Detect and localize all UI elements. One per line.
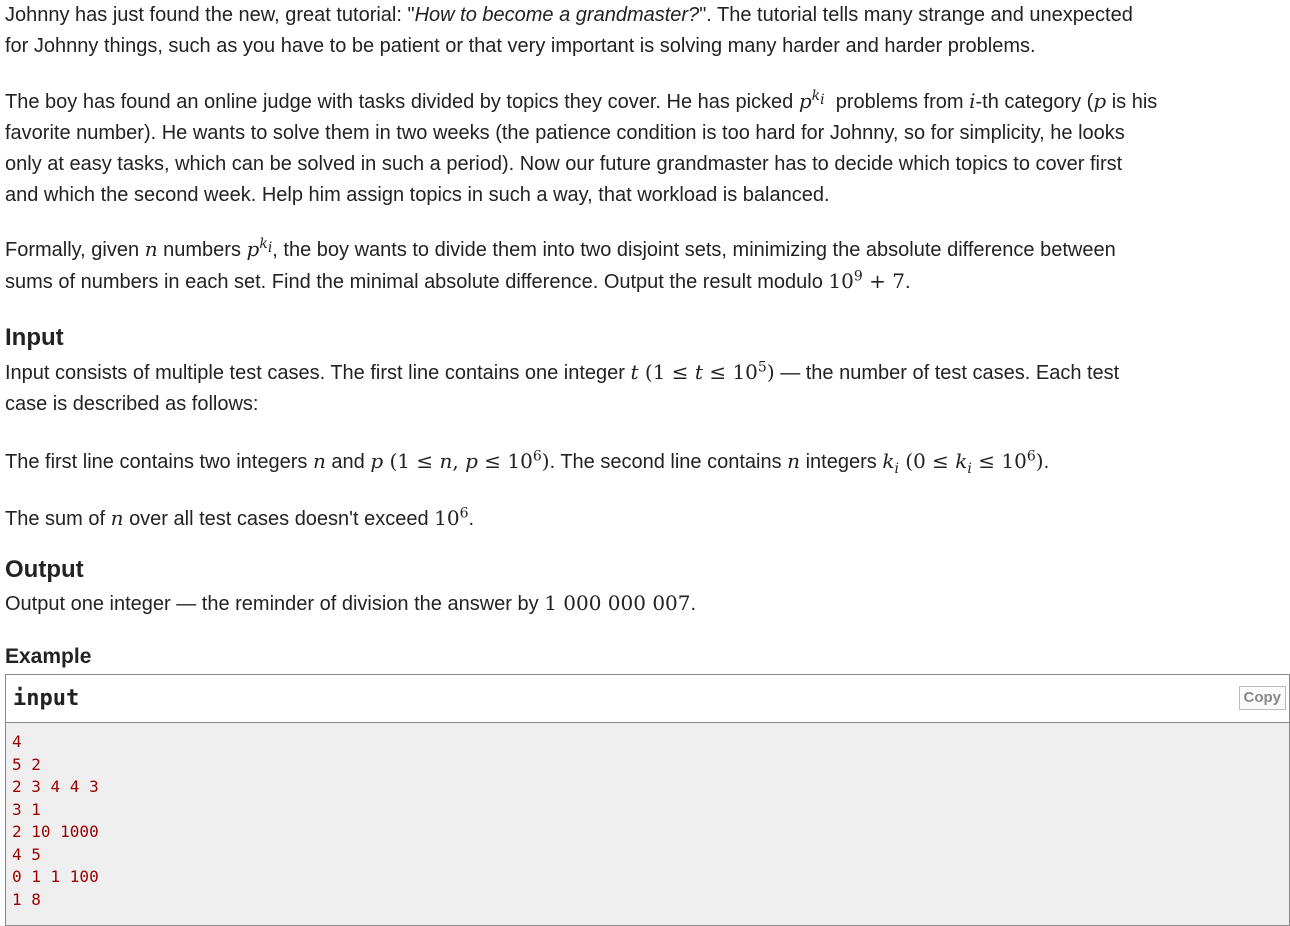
input-line: 2 10 1000 [12, 822, 99, 841]
formula-modulo: $10^9 + 7$ [828, 268, 905, 293]
example-input-header [6, 675, 1289, 723]
example-input-box [5, 674, 1290, 926]
input-line: 5 2 [12, 754, 41, 774]
formula-n: n [312, 449, 326, 473]
input-paragraph-1: Input consists of multiple test cases. The first line contains one integer t $(1 \le t \le 10^5)$ — the number of test cases. Each test case is described as follows: [5, 359, 1120, 415]
output-heading: Output [5, 556, 84, 583]
input-heading: Input [5, 324, 64, 351]
formula-n: n [110, 506, 124, 530]
tutorial-title: How to become a grandmaster? [414, 4, 700, 26]
copy-button[interactable]: Copy [1239, 686, 1287, 710]
input-line: 4 5 [12, 844, 41, 864]
input-line: 2 3 4 4 3 [12, 777, 99, 796]
input-line: 0 1 1 100 [12, 867, 99, 886]
formula-p: p [1093, 89, 1107, 113]
input-line: 4 [12, 732, 22, 751]
example-heading: Example [5, 645, 92, 668]
formula-modulus-value: 1 000 000 007 [544, 591, 691, 615]
formula-n: n [787, 449, 801, 473]
formula-p-k: $p^{k_i}$ [798, 88, 825, 113]
formula-n-p-range: p (1 ≤ n, $p \le 10^6$) [370, 448, 550, 473]
formula-p-k: $p^{k_i}$ [246, 236, 273, 261]
statement-paragraph-1: Johnny has just found the new, great tutorial: "How to become a grandmaster?". The tutorial tells many strange and unexpected for Johnny things, such as you have to be patient or that very important is solving many harder and harder problems. [5, 4, 1133, 57]
formula-k-range: $k_i$ $(0 \le k_i \le 10^6)$ [882, 448, 1044, 477]
example-input-lines [6, 723, 1289, 911]
input-line: 1 8 [12, 889, 41, 909]
formula-t-range: t $(1 \le t \le 10^5)$ [630, 359, 775, 384]
output-paragraph: Output one integer — the reminder of division the answer by 1 000 000 007. [5, 591, 697, 615]
formula-i: i [969, 89, 976, 113]
input-paragraph-3: The sum of n over all test cases doesn't exceed $10^6$. [5, 505, 475, 530]
input-line: 3 1 [12, 799, 41, 819]
formula-sum-limit: $10^6$ [434, 505, 469, 530]
statement-paragraph-3: Formally, given n numbers $p^{k_i}$, the boy wants to divide them into two disjoint sets, minimizing the absolute difference between sums of numbers in each set. Find the minimal absolute difference. Output the result modulo $10^9 + 7$. [5, 236, 1116, 293]
statement-paragraph-2: The boy has found an online judge with tasks divided by topics they cover. He has picked $p^{k_i}$ problems from i-th category (p is his favorite number). He wants to solve them in two weeks (the patience condition is too hard for Johnny, so for simplicity, he looks only at easy tasks, which can be solved in such a period). Now our future grandmaster has to decide which topics to cover first and which the second week. Help him assign topics in such a way, that workload is balanced. [5, 88, 1158, 206]
input-paragraph-2: The first line contains two integers n and p (1 ≤ n, $p \le 10^6$). The second line contains n integers $k_i$ $(0 \le k_i \le 10^6)$. [5, 448, 1050, 477]
formula-n: n [144, 237, 158, 261]
example-input-label: input [13, 686, 80, 711]
